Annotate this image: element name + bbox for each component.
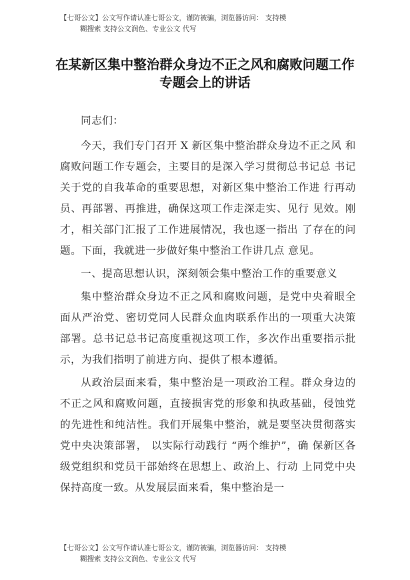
section-heading-1: 一、提高思想认识，深刻领会集中整治工作的重要意义 xyxy=(80,268,338,280)
footer-note-line-2: 糊搜索 支持公文润色、专业公文 代写 xyxy=(80,555,197,563)
document-body xyxy=(60,111,356,501)
header-note-line-2: 糊搜索 支持公文润色、专业公文 代写 xyxy=(80,25,197,33)
document-title: 在某新区集中整治群众身边不正之风和腐败问题工作专题会上的讲话 xyxy=(55,58,355,91)
paragraph-intro: 今天，我们专门召开 X 新区集中整治群众身边不正之风 和腐败问题工作专题会，主要目的是深入学习贯彻总书记总 书记关于党的自我革命的重要思想，对新区集中整治工作进 行再动员、再部署、再推进，确保这项工作走深走实、见行 见效。刚才，相关部门汇报了工作进展情况，我也逐一指出 了存在的问题。下面，我就进一步做好集中整治工作讲几点 意见。 xyxy=(60,140,356,257)
footer-note-line-1: 【七哥公文】公文写作请认准七哥公文，谨防被骗，浏览器访问： 支持模 xyxy=(60,544,287,552)
header-note-line-1: 【七哥公文】公文写作请认准七哥公文，谨防被骗，浏览器访问： 支持模 xyxy=(60,14,287,22)
paragraph-political: 从政治层面来看，集中整治是一项政治工程。群众身边的不正之风和腐败问题，直接损害党的形象和执政基础，侵蚀党的先进性和纯洁性。我们开展集中整治，就是要坚决贯彻落实党中央决策部署， 以实际行动践行 “两个维护”，确 保新区各级党组织和党员干部始终在思想上、政治上、行动 上同党中央保持高度一致。从发展层面来看，集中整治是一 xyxy=(60,377,356,494)
header-watermark-note xyxy=(60,13,360,35)
salutation: 同志们： xyxy=(80,115,124,127)
footer-watermark-note xyxy=(60,543,360,565)
paragraph-decision: 集中整治群众身边不正之风和腐败问题，是党中央着眼全面从严治党、密切党同人民群众血肉联系作出的一项重大决策部署。总书记总书记高度重视这项工作，多次作出重要指示批示，为我们指明了前进方向、提供了根本遵循。 xyxy=(60,291,356,366)
